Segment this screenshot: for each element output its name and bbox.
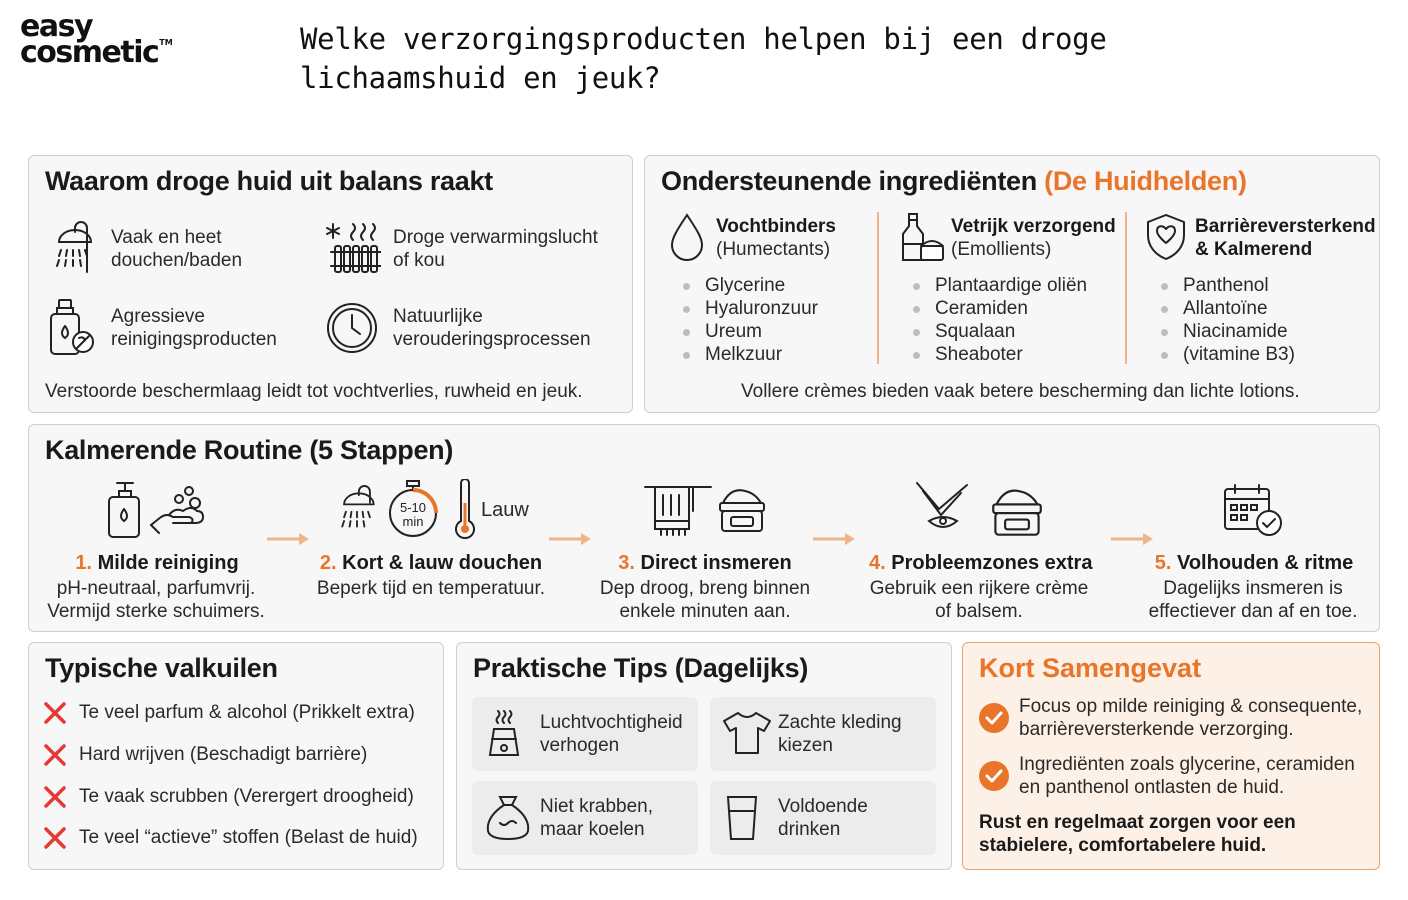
oil-bottle-icon	[899, 212, 945, 264]
column-divider	[877, 212, 879, 364]
radiator-icon	[325, 220, 381, 276]
clock-icon	[325, 301, 379, 355]
list-item: Plantaardige oliën	[911, 274, 1087, 297]
ingredients-heading-accent: (De Huidhelden)	[1044, 166, 1247, 196]
ingredients-heading: Ondersteunende ingrediënten (De Huidhelden)	[661, 166, 1247, 196]
tip-card	[472, 781, 698, 855]
list-item: Sheaboter	[911, 343, 1087, 366]
why-footer: Verstoorde beschermlaag leidt tot vochtverlies, ruwheid en jeuk.	[45, 381, 583, 402]
shower-icon	[47, 220, 99, 274]
summary-conclusion: Rust en regelmaat zorgen voor een stabielere, comfortabelere huid.	[979, 812, 1296, 856]
step-4-desc: Gebruik een rijkere crème of balsem.	[869, 578, 1089, 622]
calendar-check-icon	[1221, 481, 1285, 539]
list-item: Allantoïne	[1159, 297, 1295, 320]
ingredients-footer: Vollere crèmes bieden vaak betere bescherming dan lichte lotions.	[741, 381, 1300, 402]
tip-label: Zachte kleding kiezen	[778, 712, 902, 756]
check-icon	[979, 703, 1009, 733]
list-item: Squalaan	[911, 320, 1087, 343]
list-item: Niacinamide	[1159, 320, 1295, 343]
thermometer-icon	[453, 479, 477, 541]
cooling-bag-icon	[484, 795, 532, 846]
routine-heading: Kalmerende Routine (5 Stappen)	[45, 435, 454, 465]
list-item: Hyaluronzuur	[681, 297, 818, 320]
shield-heart-icon	[1145, 213, 1187, 261]
tshirt-icon	[722, 711, 772, 760]
arrow-right-icon	[1109, 531, 1155, 547]
cream-jar-icon	[717, 485, 767, 535]
cross-icon	[43, 743, 67, 767]
timer-value: 5-10	[399, 500, 427, 515]
list-item: Ureum	[681, 320, 818, 343]
step-5-desc: Dagelijks insmeren is effectiever dan af en toe.	[1148, 578, 1358, 622]
tips-panel	[456, 642, 952, 870]
step-5-title: 5. Volhouden & ritme	[1154, 552, 1354, 574]
pitfalls-heading: Typische valkuilen	[45, 653, 278, 683]
foam-hand-icon	[147, 485, 209, 537]
list-item: Melkzuur	[681, 343, 818, 366]
tip-label: Niet krabben, maar koelen	[540, 796, 654, 840]
towel-icon	[643, 481, 713, 539]
timer-icon	[385, 479, 441, 539]
ingredients-col-2-heading: Vetrijk verzorgend (Emollients)	[951, 216, 1116, 260]
check-icon	[979, 761, 1009, 791]
tip-card	[710, 697, 936, 771]
step-2-desc: Beperk tijd en temperatuur.	[316, 578, 546, 599]
soap-pump-icon	[103, 479, 143, 541]
tip-card	[472, 697, 698, 771]
list-item: Panthenol	[1159, 274, 1295, 297]
why-item-3: Agressieve reinigingsproducten	[111, 306, 277, 350]
humidifier-icon	[484, 709, 524, 766]
why-item-4: Natuurlijke verouderingsprocessen	[393, 306, 591, 350]
summary-point-2: Ingrediënten zoals glycerine, ceramiden en panthenol ontlasten de huid.	[1019, 754, 1355, 798]
summary-panel	[962, 642, 1380, 870]
logo-line-1: easy	[20, 9, 93, 44]
cream-jar-icon	[989, 485, 1045, 539]
arrow-right-icon	[265, 531, 311, 547]
water-glass-icon	[722, 793, 762, 848]
column-divider	[1125, 212, 1127, 364]
page-title-line-1: Welke verzorgingsproducten helpen bij een droge	[300, 22, 1107, 56]
step-1-desc: pH-neutraal, parfumvrij. Vermijd sterke schuimers.	[47, 578, 265, 622]
step-4-title: 4. Probleemzones extra	[869, 552, 1093, 574]
arrow-right-icon	[811, 531, 857, 547]
tip-label: Voldoende drinken	[778, 796, 868, 840]
why-heading: Waarom droge huid uit balans raakt	[45, 166, 493, 196]
list-item: Glycerine	[681, 274, 818, 297]
cross-icon	[43, 826, 67, 850]
pitfalls-panel: Typische valkuilen Te veel parfum & alcohol (Prikkelt extra) Hard wrijven (Beschadigt barrière) Te vaak scrubben (Verergert droogheid) Te veel “actieve” stoffen (Belast de huid)	[28, 642, 444, 870]
page-title-line-2: lichaamshuid en jeuk?	[300, 61, 661, 95]
summary-point-1: Focus op milde reiniging & consequente, barrièreversterkende verzorging.	[1019, 696, 1363, 740]
list-item: Ceramiden	[911, 297, 1087, 320]
brand-logo	[20, 9, 190, 70]
tip-label: Luchtvochtigheid verhogen	[540, 712, 683, 756]
step-3-desc: Dep droog, breng binnen enkele minuten aan.	[599, 578, 811, 622]
arrow-right-icon	[547, 531, 593, 547]
shower-icon	[333, 481, 381, 537]
why-item-2: Droge verwarmingslucht of kou	[393, 227, 598, 271]
cross-icon	[43, 701, 67, 725]
ingredients-col-1-list	[681, 274, 818, 366]
step-2-title: 2. Kort & lauw douchen	[319, 552, 543, 574]
list-item: (vitamine B3)	[1159, 343, 1295, 366]
tips-heading: Praktische Tips (Dagelijks)	[473, 653, 809, 683]
cleanser-bottle-icon	[47, 298, 97, 358]
ingredients-col-3-list	[1159, 274, 1295, 366]
lauw-label: Lauw	[481, 499, 529, 521]
why-item-1: Vaak en heet douchen/baden	[111, 227, 243, 271]
logo-line-2: cosmetic	[20, 34, 159, 70]
routine-panel	[28, 424, 1380, 632]
ingredients-col-2-list	[911, 274, 1087, 366]
page-title	[300, 20, 1120, 98]
summary-heading: Kort Samengevat	[979, 653, 1202, 683]
step-3-title: 3. Direct insmeren	[618, 552, 792, 574]
ingredients-panel	[644, 155, 1380, 413]
elbow-icon	[915, 481, 971, 537]
ingredients-col-3-heading: Barrièreversterkend & Kalmerend	[1195, 216, 1376, 260]
droplet-icon	[669, 212, 705, 262]
tip-card	[710, 781, 936, 855]
ingredients-col-1-heading: Vochtbinders (Humectants)	[716, 216, 836, 260]
why-panel	[28, 155, 633, 413]
step-1-title: 1. Milde reiniging	[75, 552, 239, 574]
cross-icon	[43, 785, 67, 809]
timer-unit: min	[402, 514, 424, 529]
logo-trademark: TM	[159, 37, 173, 47]
